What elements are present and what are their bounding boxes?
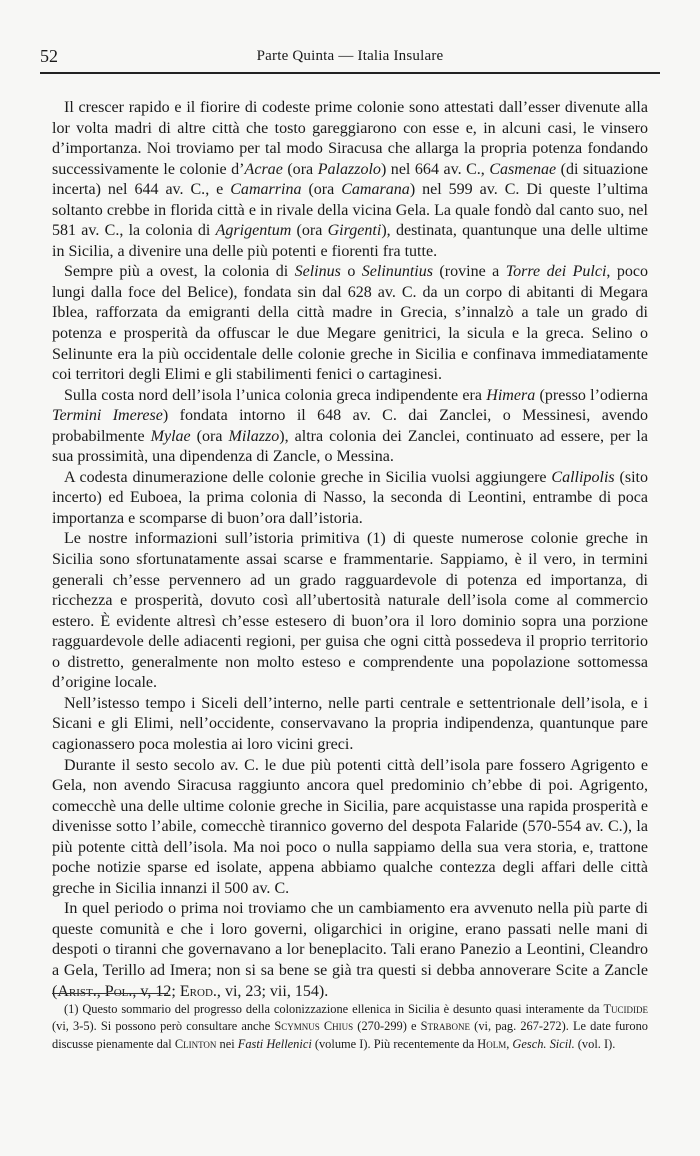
text-span: ) nel 664 av. C., <box>380 160 490 178</box>
small-caps-span: Scymnus Chius <box>274 1019 354 1034</box>
italic-span: Mylae <box>150 427 191 445</box>
text-span: (ora <box>282 160 318 178</box>
paragraph <box>52 262 648 385</box>
paragraph <box>52 899 648 1002</box>
text-span: A codesta dinumerazione delle colonie greche in Sicilia vuolsi aggiungere <box>64 468 552 486</box>
text-span: (ora <box>190 427 229 445</box>
footnotes <box>52 1001 648 1053</box>
paragraph <box>52 529 648 693</box>
italic-span: Torre dei Pulci <box>505 263 607 281</box>
small-caps-span: Holm <box>477 1036 507 1051</box>
text-span: o <box>340 263 362 281</box>
paragraph <box>52 386 648 468</box>
italic-span: Agrigentum <box>215 222 292 240</box>
footnote <box>52 1001 648 1053</box>
text-span: , poco lungi dalla foce del Belice), fondata sin dal 628 av. C. da un corpo di abitanti di Megara Iblea, rafforzata da emigranti della città madre in Grecia, s’innalzò a tale un grado di potenza e prosperità da offuscar le due Megare genitrici, la sicula e la greca. Selino o Selinunte era la più occidentale delle colonie greche in Sicilia e confinava immediatamente coi territori degli Elimi e gli stabilimenti fenici o cartaginesi. <box>52 263 648 384</box>
italic-span: Casmenae <box>489 160 557 178</box>
italic-span: Palazzolo <box>317 160 381 178</box>
page-header <box>40 46 660 74</box>
text-span: Nell’istesso tempo i Siceli dell’interno, nelle parti centrale e settentrionale dell’isola, e i Sicani e gli Elimi, nell’occidente, conservavano la propria indipendenza, quantunque pare cagionassero poca molestia ai loro vicini greci. <box>52 694 648 753</box>
text-span: ), altra colonia dei Zanclei, continuato ad essere, per la sua prossimità, una dipendenza di Zancle, o Messina. <box>52 427 649 466</box>
text-span: Durante il sesto secolo av. C. le due più potenti città dell’isola pare fossero Agrigento e Gela, non avendo Siracusa raggiunto ancora quel predominio ch’ebbe di poi. Agrigento, comecchè una delle ultime colonie greche in Sicilia, pare acquistasse una rapida prosperità e divenisse sotto l’abile, comecchè tirannico governo del despota Falaride (570-554 av. C.), la più potente città dell’isola. Ma noi poco o nulla sappiamo della sua vera storia, e, trattone poche notizie sparse ed isolate, appena abbiamo qualche contezza degli affari delle città greche in Sicilia innanzi il 500 av. C. <box>52 756 648 897</box>
italic-span: Termini Imerese <box>52 407 163 425</box>
page-number: 52 <box>40 46 58 66</box>
small-caps-span: Strabone <box>420 1019 471 1034</box>
text-span: Le nostre informazioni sull’istoria primitiva (1) di queste numerose colonie greche in Sicilia sono sfortunatamente assai scarse e frammentarie. Sappiamo, è il vero, in termini generali ch’esse pervennero ad un grado ragguardevole di potenza ed importanza, di ricchezza e prosperità, dovuto così all’ubertosità naturale dell’isola come al commercio estero. È evidente altresì ch’esse estesero di buon’ora il loro dominio sopra una porzione ragguardevole delle adiacenti regioni, per guisa che ogni città possedeva il proprio territorio o distretto, generalmente non molto esteso e comprendente una popolazione sottomessa d’origine locale. <box>52 530 648 692</box>
running-title: Parte Quinta — Italia Insulare <box>256 48 444 64</box>
italic-span: Girgenti <box>327 222 382 240</box>
italic-span: Gesch. Sicil. <box>512 1036 575 1051</box>
main-text <box>52 98 648 1002</box>
text-span: (volume I). Più recentemente da <box>311 1036 478 1051</box>
text-span: (ora <box>301 181 342 199</box>
italic-span: Selinuntius <box>361 263 434 281</box>
text-span: ) fondata intorno il 648 av. C. dai Zanclei, o Messinesi, avendo probabilmente <box>52 407 648 445</box>
text-span: (presso l’odierna <box>535 386 648 404</box>
text-span: (di situazione incerta) nel 644 av. C., e <box>52 160 648 199</box>
small-caps-span: Arist. <box>57 982 97 1000</box>
italic-span: Milazzo <box>228 427 280 445</box>
text-span: ) nel 599 av. C. Di queste l’ultima soltanto crebbe in florida città e in rivale della vicina Gela. La quale fondò dal canto suo, nel 581 av. C., la colonia di <box>52 181 648 240</box>
text-span: (sito incerto) ed Euboea, la prima colonia di Nasso, la seconda di Leontini, entrambe di poca importanza e scomparse di buon’ora dall’istoria. <box>52 468 648 527</box>
footnote-divider <box>52 993 168 994</box>
text-span: (270-299) e <box>353 1019 421 1034</box>
text-span: In quel periodo o prima noi troviamo che un cambiamento era avvenuto nella più parte di queste comunità e che i loro governi, oligarchici in origine, erano passati nelle mani di despoti o tiranni che governavano a lor beneplacito. Tali erano Panezio a Leontini, Cleandro a Gela, Terillo ad Imera; non si sa bene se già tra questi si debba annoverare Scite a Zancle ( <box>52 900 648 1000</box>
italic-span: Selinus <box>294 263 341 281</box>
text-span: nei <box>216 1036 238 1051</box>
italic-span: Camarana <box>341 181 410 199</box>
paragraph <box>52 98 648 262</box>
text-span: (ora <box>291 222 328 240</box>
italic-span: Fasti Hellenici <box>237 1036 312 1051</box>
text-span: , vi, 23; vii, 154). <box>216 982 329 1000</box>
italic-span: Callipolis <box>551 468 615 486</box>
paragraph <box>52 756 648 900</box>
text-span: Sulla costa nord dell’isola l’unica colonia greca indipendente era <box>64 386 487 404</box>
small-caps-span: Clinton <box>174 1036 217 1051</box>
small-caps-span: Tucidide <box>603 1002 648 1016</box>
text-span: (vi, 3-5). Si possono però consultare anche <box>52 1019 275 1034</box>
text-span: (1) Questo sommario del progresso della colonizzazione ellenica in Sicilia è desunto quasi interamente da <box>64 1002 604 1016</box>
italic-span: Himera <box>486 386 536 404</box>
text-span: (vol. I). <box>574 1036 616 1051</box>
text-span: , <box>96 982 105 1000</box>
small-caps-span: Pol. <box>104 982 133 1000</box>
paragraph <box>52 468 648 530</box>
text-span: ), destinata, quantunque una delle ultime in Sicilia, a divenire una delle più potenti e fiorenti fra tutte. <box>52 222 648 260</box>
small-caps-span: Erod. <box>179 982 217 1000</box>
paragraph <box>52 694 648 756</box>
text-span: , v, 12; <box>132 982 180 1000</box>
text-span: Sempre più a ovest, la colonia di <box>64 263 295 281</box>
text-span: (vi, pag. 267-272). Le date furono discusse pienamente dal <box>52 1019 648 1051</box>
text-span: , <box>506 1036 513 1051</box>
italic-span: Camarrina <box>230 181 302 199</box>
italic-span: Acrae <box>244 160 283 178</box>
text-span: Il crescer rapido e il fiorire di codeste prime colonie sono attestati dall’esser divenute alla lor volta madri di altre città che tosto gareggiarono con esse e, in alcuni casi, le vinsero d’importanza. Noi troviamo per tal modo Siracusa che allarga la propria potenza fondando successivamente le colonie d’ <box>52 99 648 178</box>
text-span: (rovine a <box>433 263 506 281</box>
